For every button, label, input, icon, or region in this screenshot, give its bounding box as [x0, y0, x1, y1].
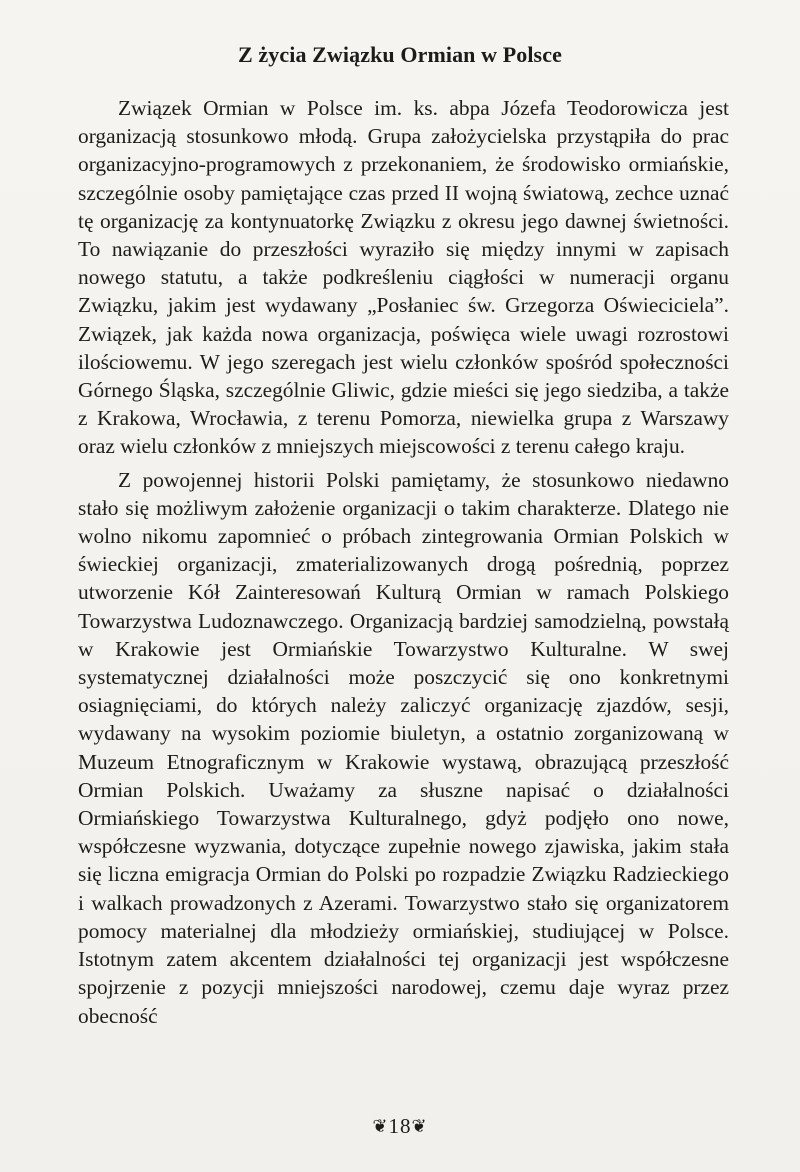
article-body — [78, 94, 729, 1035]
floral-ornament-right-icon: ❦ — [411, 1116, 428, 1136]
paragraph-2: Z powojennej historii Polski pamiętamy, że stosunkowo niedawno stało się możliwym założenie organizacji o takim charakterze. Dlatego nie wolno nikomu zapomnieć o próbach zintegrowania Ormian Polskich w świeckiej organizacji, zmaterializowanych drogą pośrednią, poprzez utworzenie Kół Zainteresowań Kulturą Ormian w ramach Polskiego Towarzystwa Ludoznawczego. Organizacją bardziej samodzielną, powstałą w Krakowie jest Ormiańskie Towarzystwo Kulturalne. W swej systematycznej działalności może poszczycić się ono konkretnymi osiagnięciami, do których należy zaliczyć organizację zjazdów, sesji, wydawany na wysokim poziomie biuletyn, a ostatnio zorganizowaną w Muzeum Etnograficznym w Krakowie wystawą, obrazującą przeszłość Ormian Polskich. Uważamy za słuszne napisać o działalności Ormiańskiego Towarzystwa Kulturalnego, gdyż podjęło ono nowe, współczesne wyzwania, dotyczące zupełnie nowego zjawiska, jakim stała się liczna emigracja Ormian do Polski po rozpadzie Związku Radzieckiego i walkach prowadzonych z Azerami. Towarzystwo stało się organizatorem pomocy materialnej dla młodzieży ormiańskiej, studiującej w Polsce. Istotnym zatem akcentem działalności tej organizacji jest współczesne spojrzenie z pozycji mniejszości narodowej, czemu daje wyraz przez obecność — [78, 467, 729, 1028]
page-footer — [0, 1114, 800, 1139]
floral-ornament-left-icon: ❦ — [372, 1116, 389, 1136]
page-title: Z życia Związku Ormian w Polsce — [238, 42, 562, 67]
page-number: 18 — [388, 1114, 412, 1138]
paragraph-1: Związek Ormian w Polsce im. ks. abpa Józefa Teodorowicza jest organizacją stosunkowo młodą. Grupa założycielska przystąpiła do prac organizacyjno-programowych z przekonaniem, że środowisko ormiańskie, szczególnie osoby pamiętające czas przed II wojną światową, zechce uznać tę organizację za kontynuatorkę Związku z okresu jego dawnej świetności. To nawiązanie do przeszłości wyraziło się między innymi w zapisach nowego statutu, a także podkreśleniu ciągłości w numeracji organu Związku, jakim jest wydawany „Posłaniec św. Grzegorza Oświeciciela”. Związek, jak każda nowa organizacja, poświęca wiele uwagi rozrostowi ilościowemu. W jego szeregach jest wielu członków spośród społeczności Górnego Śląska, szczególnie Gliwic, gdzie mieści się jego siedziba, a także z Krakowa, Wrocławia, z terenu Pomorza, niewielka grupa z Warszawy oraz wielu członków z mniejszych miejscowości z terenu całego kraju. — [78, 96, 729, 459]
